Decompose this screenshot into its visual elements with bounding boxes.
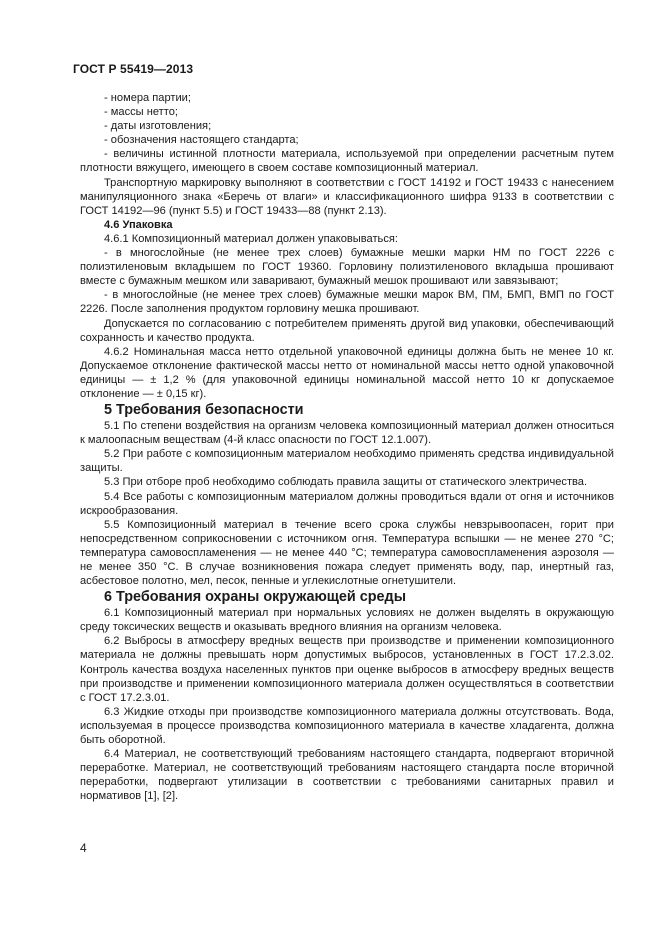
- marking-item-batch: - номера партии;: [104, 92, 191, 104]
- section-heading-environment: 6 Требования охраны окружающей среды: [104, 589, 406, 606]
- marking-item-net-mass: - массы нетто;: [104, 106, 178, 119]
- environment-paragraph-4: 6.4 Материал, не соответствующий требованиям настоящего стандарта, подвергают вторичной переработке. Материал, не соответствующий требованиям настоящего стандарта после вторичной переработки, подвергают утилизации в соответствии с требованиями санитарных правил и нормативов [1], [2].: [80, 748, 614, 803]
- environment-paragraph-3: 6.3 Жидкие отходы при производстве композиционного материала должны отсутствовать. Вода, используемая в процессе производства композиционного материала в качестве хладагента, должна быть оборотной.: [80, 705, 614, 747]
- environment-paragraph-1: 6.1 Композиционный материал при нормальных условиях не должен выделять в окружающую среду токсических веществ и оказывать вредного влияния на организм человека.: [80, 607, 614, 634]
- marking-item-density: - величины истинной плотности материала, используемой при определении расчетным путем плотности вяжущего, имеющего в своем составе композиционный материал.: [80, 148, 614, 175]
- section-heading-safety: 5 Требования безопасности: [104, 402, 304, 419]
- packaging-paragraph-5: 4.6.2 Номинальная масса нетто отдельной упаковочной единицы должна быть не менее 10 кг. Допускаемое отклонение фактической массы нетто от номинальной массы нетто одной упаковочной единицы — ± 1,2 % (для упаковочной единицы номинальной массой нетто 10 кг допускаемое отклонение — ± 0,15 кг).: [80, 345, 614, 400]
- transport-marking-paragraph: Транспортную маркировку выполняют в соответствии с ГОСТ 14192 и ГОСТ 19433 с нанесением манипуляционного знака «Беречь от влаги» и классификационного шифра 9133 в соответствии с ГОСТ 14192—96 (пункт 5.5) и ГОСТ 19433—88 (пункт 2.13).: [80, 176, 614, 217]
- packaging-paragraph-3: - в многослойные (не менее трех слоев) бумажные мешки марок ВМ, ПМ, БМП, ВМП по ГОСТ 2226. После заполнения продуктом горловину мешка прошивают.: [80, 289, 614, 316]
- marking-item-standard: - обозначения настоящего стандарта;: [104, 134, 299, 147]
- safety-paragraph-4: 5.4 Все работы с композиционным материалом должны проводиться вдали от огня и источников искрообразования.: [80, 490, 614, 517]
- safety-paragraph-2: 5.2 При работе с композиционным материалом необходимо применять средства индивидуальной защиты.: [80, 448, 614, 475]
- document-code: ГОСТ Р 55419—2013: [73, 62, 194, 76]
- packaging-paragraph-4: Допускается по согласованию с потребителем применять другой вид упаковки, обеспечивающий сохранность и качество продукта.: [80, 317, 614, 344]
- page-content: [80, 91, 614, 804]
- page-number: 4: [80, 841, 87, 855]
- safety-paragraph-3: 5.3 При отборе проб необходимо соблюдать правила защиты от статического электричества.: [104, 476, 588, 489]
- packaging-paragraph-1: 4.6.1 Композиционный материал должен упаковываться:: [104, 232, 398, 245]
- packaging-paragraph-2: - в многослойные (не менее трех слоев) бумажные мешки марки НМ по ГОСТ 2226 с полиэтиленовым вкладышем по ГОСТ 19360. Горловину полиэтиленового вкладыша прошивают вместе с бумажным мешком или заваривают, бумажный мешок прошивают или завязывают;: [80, 247, 614, 288]
- environment-paragraph-2: 6.2 Выбросы в атмосферу вредных веществ при производстве и применении композиционного материала не должны превышать норм допустимых выбросов, установленных в ГОСТ 17.2.3.02. Контроль качества воздуха населенных пунктов при оценке выбросов в атмосферу вредных веществ при производстве и применении композиционного материала должен осуществляться в соответствии с ГОСТ 17.2.3.01.: [80, 635, 614, 704]
- marking-item-date: - даты изготовления;: [104, 120, 212, 133]
- subsection-heading-packaging: 4.6 Упаковка: [104, 218, 173, 231]
- safety-paragraph-1: 5.1 По степени воздействия на организм человека композиционный материал должен относиться к малоопасным веществам (4-й класс опасности по ГОСТ 12.1.007).: [80, 420, 614, 447]
- safety-paragraph-5: 5.5 Композиционный материал в течение всего срока службы невзрывоопасен, горит при непосредственном соприкосновении с источником огня. Температура вспышки — не менее 270 °С; температура самовоспламенения — не менее 440 °С; температура самовоспламенения аэрозоля — не менее 350 °С. В случае возникновения пожара следует применять воду, пар, инертный газ, асбестовое полотно, мел, песок, пенные и углекислотные огнетушители.: [80, 518, 614, 588]
